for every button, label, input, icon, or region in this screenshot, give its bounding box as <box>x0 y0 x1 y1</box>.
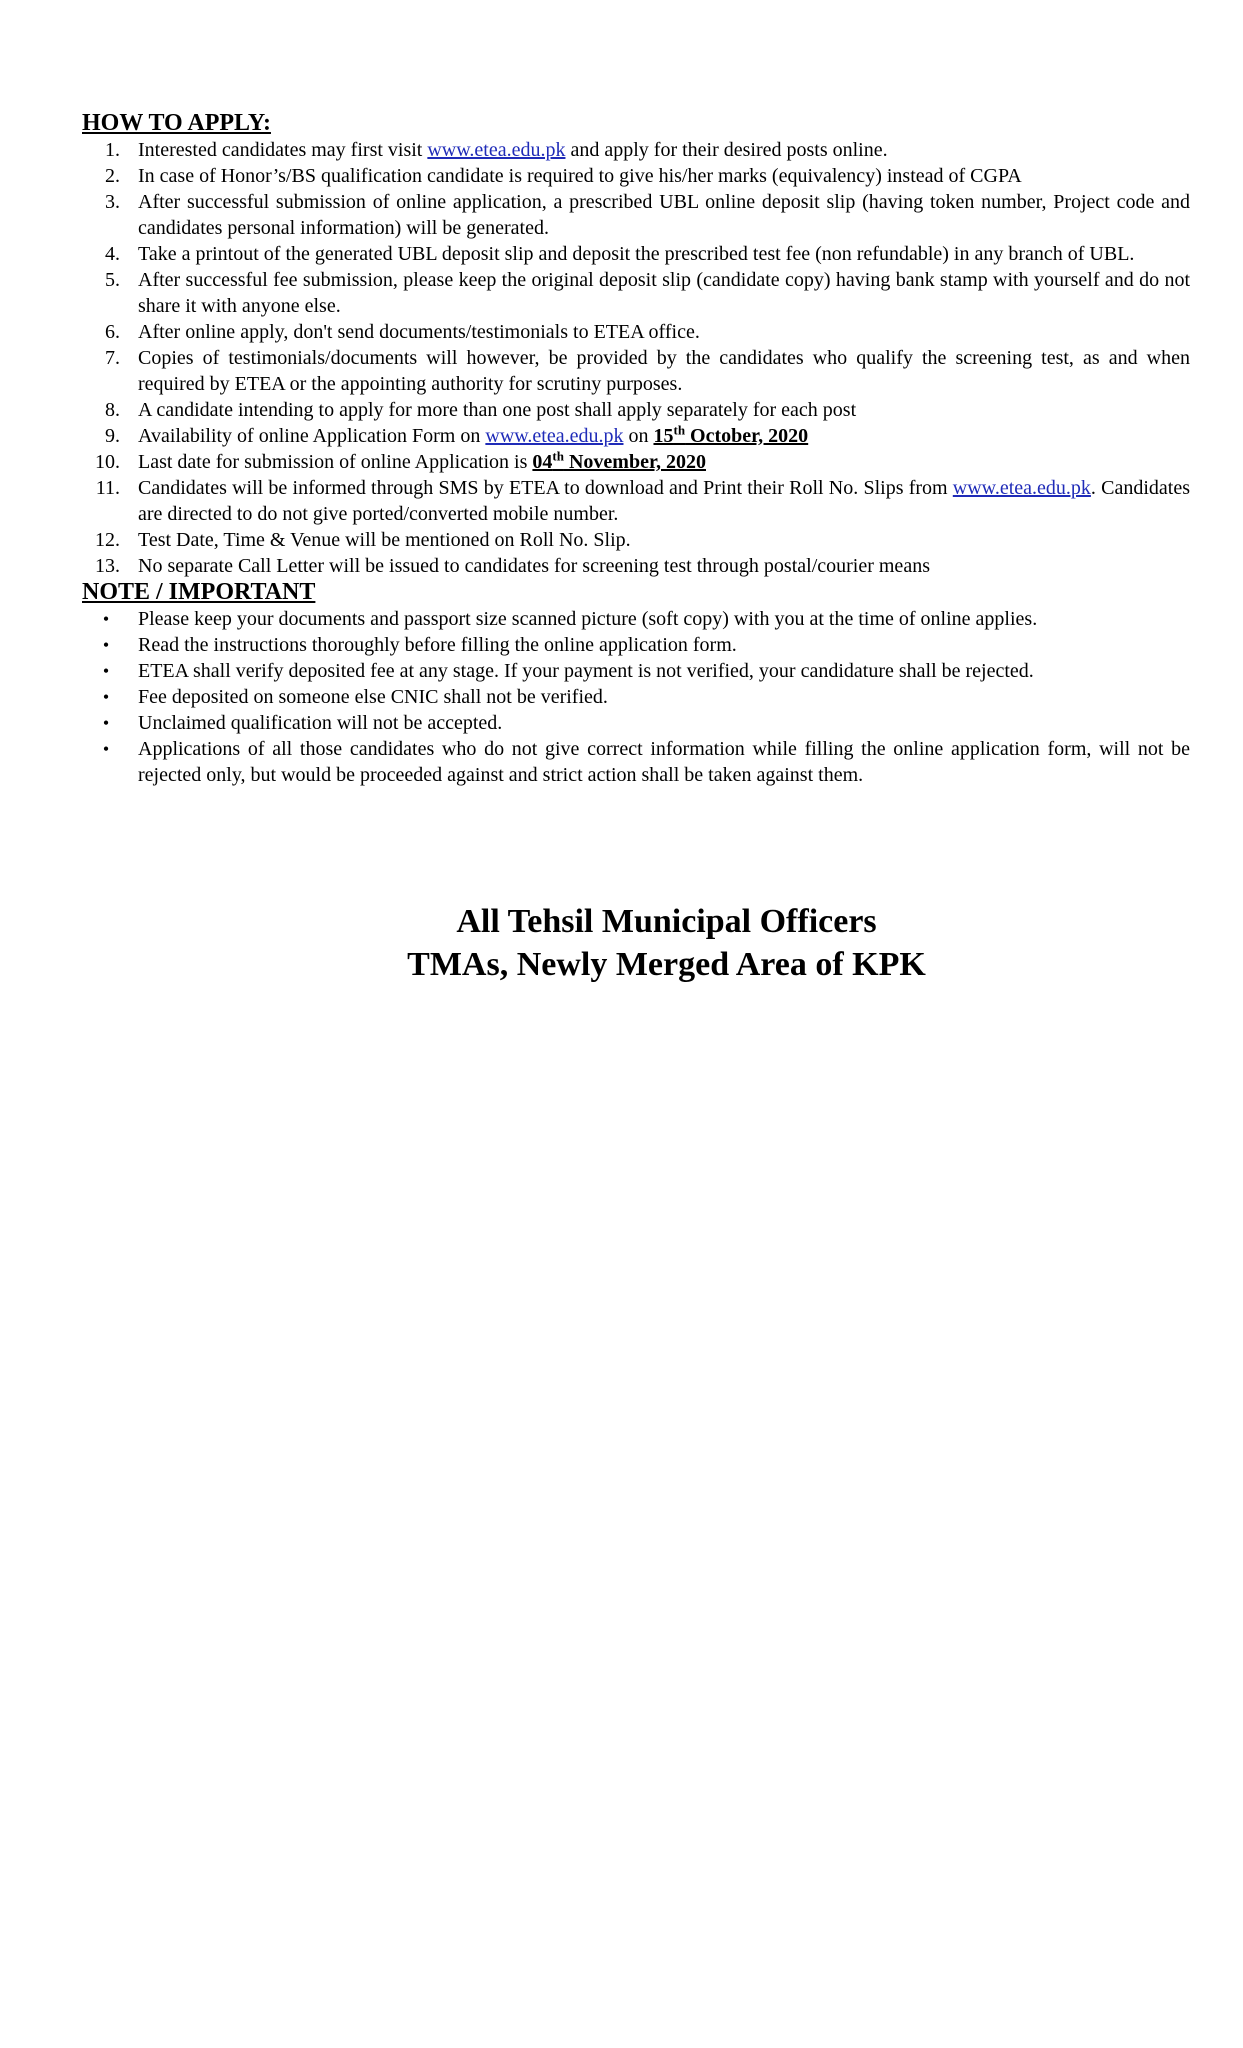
item-number: 1. <box>105 139 120 161</box>
item-text: No separate Call Letter will be issued to candidates for screening test through postal/courier means <box>138 555 930 577</box>
item-number: 13. <box>95 555 120 577</box>
how-to-apply-list <box>82 137 1190 579</box>
item-number: 5. <box>105 269 120 291</box>
list-item <box>82 241 1190 267</box>
etea-website-link[interactable]: www.etea.edu.pk <box>427 139 566 161</box>
item-number: 11. <box>95 477 120 499</box>
list-item <box>82 163 1190 189</box>
signature-line-1: All Tehsil Municipal Officers <box>456 903 877 940</box>
note-important-heading: NOTE / IMPORTANT <box>82 579 316 605</box>
item-text: Copies of testimonials/documents will however, be provided by the candidates who qualify the screening test, as and when required by ETEA or the appointing authority for scrutiny purposes. <box>138 347 1190 395</box>
item-text: After online apply, don't send documents/testimonials to ETEA office. <box>138 321 700 343</box>
bullet-icon: • <box>102 661 110 681</box>
item-text: Last date for submission of online Application is <box>138 451 533 473</box>
list-item <box>82 397 1190 423</box>
list-item <box>82 632 1190 658</box>
list-item <box>82 606 1190 632</box>
note-list <box>82 606 1190 788</box>
bullet-icon: • <box>102 687 110 707</box>
date-month-year: October, 2020 <box>685 425 809 447</box>
bullet-icon: • <box>102 739 110 759</box>
item-number: 2. <box>105 165 120 187</box>
item-text: Take a printout of the generated UBL deposit slip and deposit the prescribed test fee (non refundable) in any branch of UBL. <box>138 243 1135 265</box>
item-number: 3. <box>105 191 120 213</box>
list-item <box>82 319 1190 345</box>
note-text: Please keep your documents and passport size scanned picture (soft copy) with you at the time of online applies. <box>138 608 1038 630</box>
list-item <box>82 449 1190 475</box>
signature-line-2: TMAs, Newly Merged Area of KPK <box>407 946 926 983</box>
list-item <box>82 736 1190 788</box>
item-number: 10. <box>95 451 120 473</box>
list-item <box>82 527 1190 553</box>
list-item <box>82 684 1190 710</box>
item-text: . Candidates are directed to do not give ported/converted mobile number. <box>138 477 1190 525</box>
bullet-icon: • <box>102 713 110 733</box>
item-number: 7. <box>105 347 120 369</box>
date-ordinal: th <box>552 448 564 464</box>
etea-website-link[interactable]: www.etea.edu.pk <box>485 425 624 447</box>
item-text: Test Date, Time & Venue will be mentioned on Roll No. Slip. <box>138 529 631 551</box>
list-item <box>82 658 1190 684</box>
item-text: Interested candidates may first visit <box>138 139 428 161</box>
bullet-icon: • <box>102 635 110 655</box>
item-number: 9. <box>105 425 120 447</box>
date-month-year: November, 2020 <box>563 451 706 473</box>
item-text: and apply for their desired posts online. <box>565 139 888 161</box>
document-content <box>82 110 1190 788</box>
list-item <box>82 137 1190 163</box>
item-number: 4. <box>105 243 120 265</box>
note-text: ETEA shall verify deposited fee at any stage. If your payment is not verified, your candidature shall be rejected. <box>138 660 1034 682</box>
availability-date <box>653 422 809 447</box>
item-text: on <box>623 425 654 447</box>
note-text: Applications of all those candidates who do not give correct information while filling the online application form, will not be rejected only, but would be proceeded against and strict action shall be taken against them. <box>138 738 1190 786</box>
list-item <box>82 423 1190 449</box>
signature-block <box>0 900 1243 986</box>
item-text: After successful fee submission, please keep the original deposit slip (candidate copy) having bank stamp with yourself and do not share it with anyone else. <box>138 269 1190 317</box>
note-text: Unclaimed qualification will not be accepted. <box>138 712 503 734</box>
list-item <box>82 189 1190 241</box>
item-text: A candidate intending to apply for more than one post shall apply separately for each post <box>138 399 857 421</box>
date-day: 04 <box>532 451 553 473</box>
last-date <box>532 448 706 473</box>
bullet-icon: • <box>102 609 110 629</box>
item-number: 6. <box>105 321 120 343</box>
date-ordinal: th <box>673 422 686 438</box>
list-item <box>82 267 1190 319</box>
item-text: Availability of online Application Form on <box>138 425 486 447</box>
list-item <box>82 475 1190 527</box>
note-text: Read the instructions thoroughly before filling the online application form. <box>138 634 737 656</box>
item-text: Candidates will be informed through SMS by ETEA to download and Print their Roll No. Slips from <box>138 477 953 499</box>
item-number: 8. <box>105 399 120 421</box>
list-item <box>82 553 1190 579</box>
list-item <box>82 345 1190 397</box>
item-number: 12. <box>95 529 120 551</box>
item-text: In case of Honor’s/BS qualification candidate is required to give his/her marks (equivalency) instead of CGPA <box>138 165 1022 187</box>
etea-website-link[interactable]: www.etea.edu.pk <box>952 477 1091 499</box>
date-day: 15 <box>653 425 674 447</box>
list-item <box>82 710 1190 736</box>
how-to-apply-heading: HOW TO APPLY: <box>82 110 271 136</box>
note-text: Fee deposited on someone else CNIC shall not be verified. <box>138 686 608 708</box>
item-text: After successful submission of online application, a prescribed UBL online deposit slip (having token number, Project code and candidates personal information) will be generated. <box>138 191 1190 239</box>
